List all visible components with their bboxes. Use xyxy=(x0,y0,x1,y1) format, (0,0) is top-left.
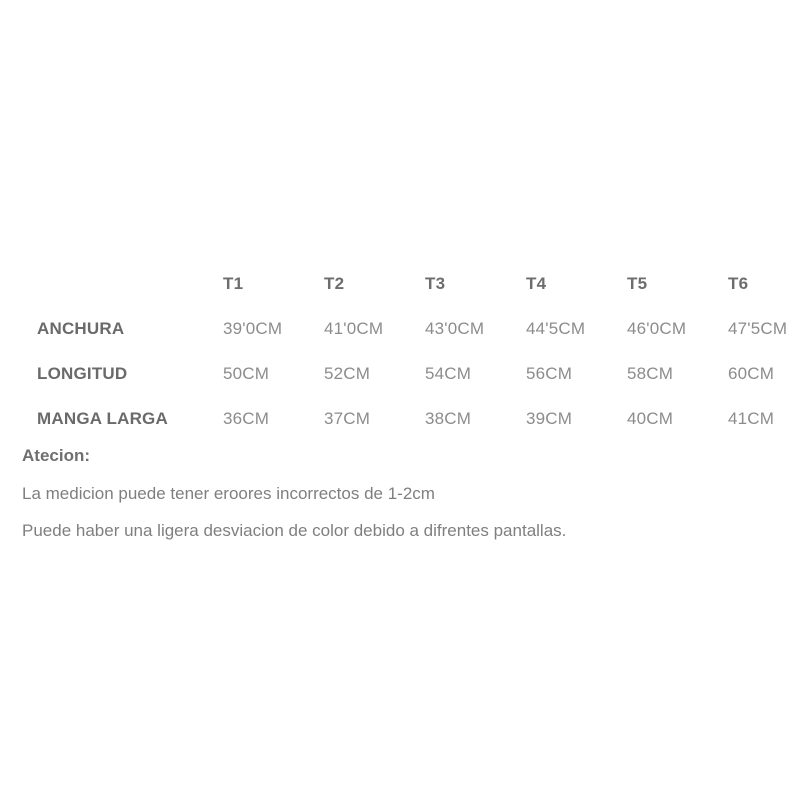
anchura-value-t3: 43'0CM xyxy=(425,318,485,338)
size-column-header-t4: T4 xyxy=(526,273,547,293)
size-column-header-t3: T3 xyxy=(425,273,446,293)
manga-larga-value-t2: 37CM xyxy=(324,408,371,428)
longitud-value-t2: 52CM xyxy=(324,363,371,383)
anchura-value-t2: 41'0CM xyxy=(324,318,384,338)
manga-larga-value-t6: 41CM xyxy=(728,408,775,428)
notes-section xyxy=(22,446,762,558)
note-measurement-error: La medicion puede tener eroores incorrectos de 1-2cm xyxy=(22,484,435,503)
manga-larga-value-t4: 39CM xyxy=(526,408,573,428)
manga-larga-value-t3: 38CM xyxy=(425,408,472,428)
longitud-value-t4: 56CM xyxy=(526,363,573,383)
anchura-value-t5: 46'0CM xyxy=(627,318,687,338)
manga-larga-value-t5: 40CM xyxy=(627,408,674,428)
anchura-value-t4: 44'5CM xyxy=(526,318,586,338)
anchura-value-t6: 47'5CM xyxy=(728,318,788,338)
anchura-value-t1: 39'0CM xyxy=(223,318,283,338)
manga-larga-value-t1: 36CM xyxy=(223,408,270,428)
row-label-longitud: LONGITUD xyxy=(37,363,128,383)
row-label-anchura: ANCHURA xyxy=(37,318,125,338)
size-chart-table xyxy=(37,261,800,441)
longitud-value-t1: 50CM xyxy=(223,363,270,383)
longitud-value-t6: 60CM xyxy=(728,363,775,383)
longitud-value-t3: 54CM xyxy=(425,363,472,383)
note-color-deviation: Puede haber una ligera desviacion de color debido a difrentes pantallas. xyxy=(22,521,567,540)
size-column-header-t1: T1 xyxy=(223,273,244,293)
row-label-manga-larga: MANGA LARGA xyxy=(37,408,168,428)
size-column-header-t5: T5 xyxy=(627,273,648,293)
size-column-header-t6: T6 xyxy=(728,273,749,293)
longitud-value-t5: 58CM xyxy=(627,363,674,383)
notes-heading: Atecion: xyxy=(22,446,90,465)
size-column-header-t2: T2 xyxy=(324,273,345,293)
